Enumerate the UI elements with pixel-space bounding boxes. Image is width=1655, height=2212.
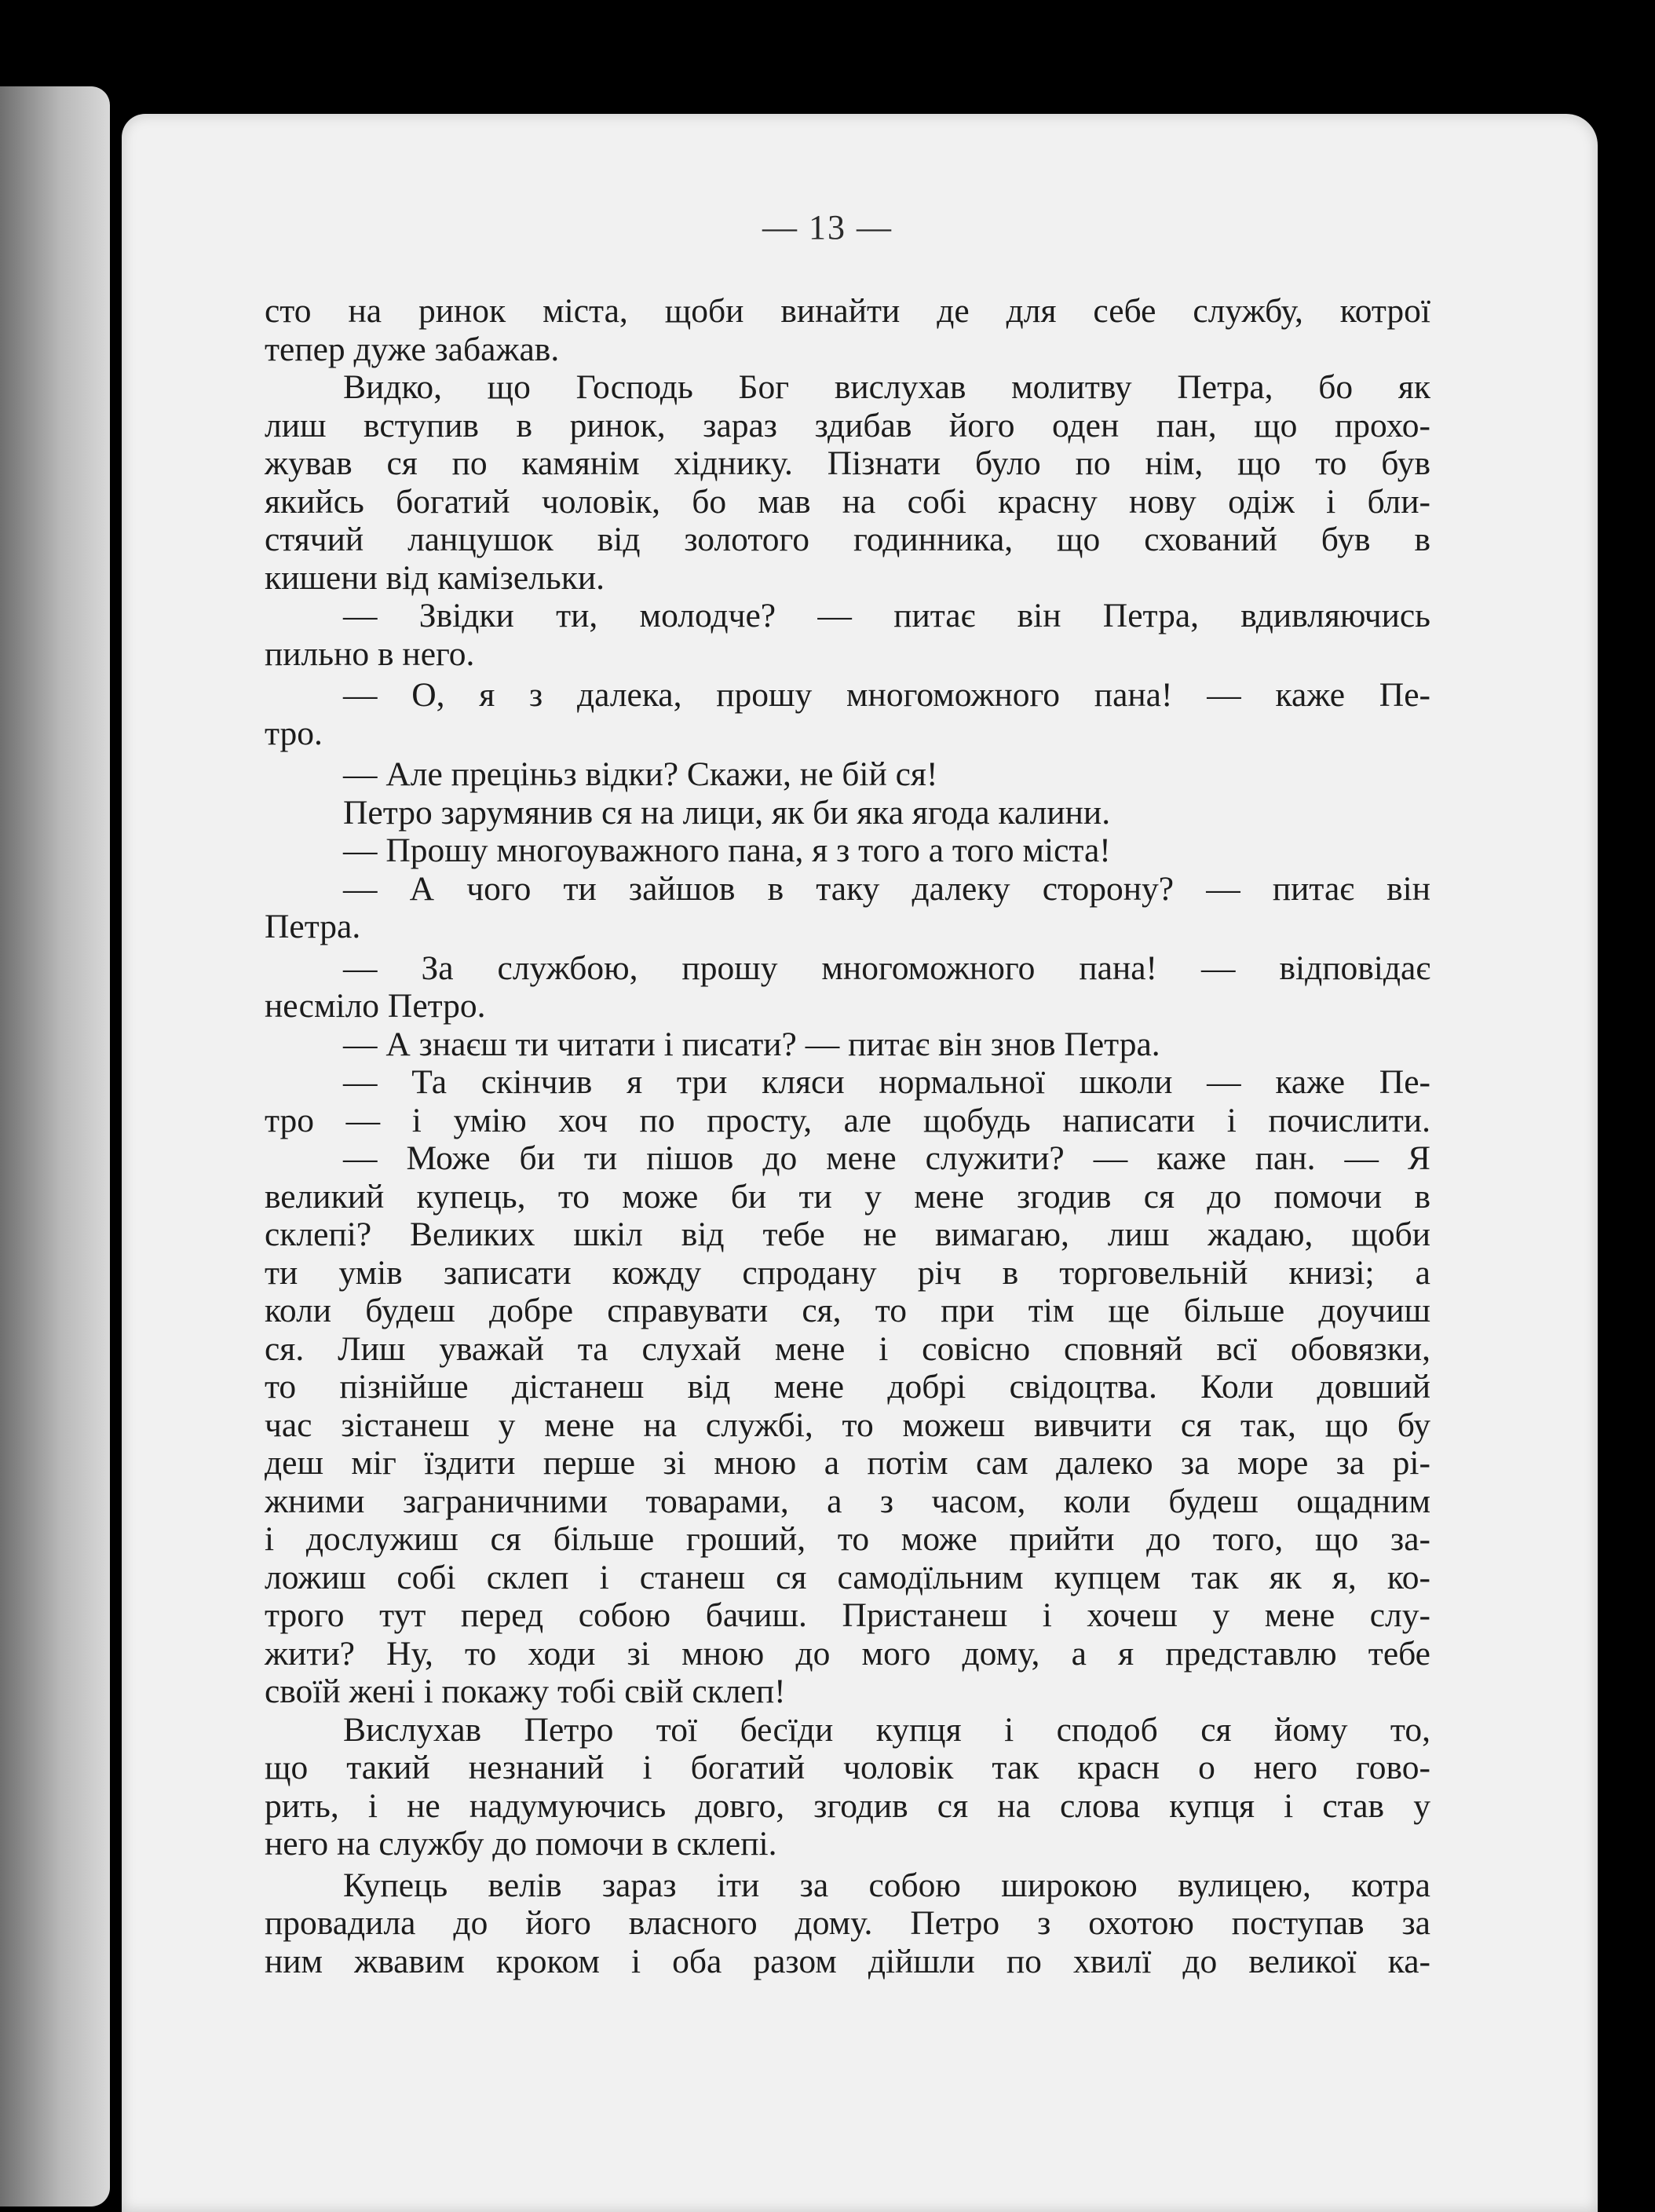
text-line: стячий ланцушок від золотого годинника, що схований був в [265,521,1430,558]
text-line: Вислухав Петро тої бесїди купця і сподоб ся йому то, [343,1710,1430,1749]
text-line: несміло Петро. [265,987,486,1025]
text-line: жував ся по камянім хіднику. Пізнати було по нім, що то був [265,444,1430,482]
text-line: — Прошу многоуважного пана, я з того а того міста! [343,832,1111,869]
page-number: — 13 — [762,208,893,247]
text-line: сто на ринок міста, щоби винайти де для себе службу, котрої [265,292,1430,330]
text-line: — Але преціньз відки? Скажи, не бій ся! [343,755,938,793]
text-line: ним жвавим кроком і оба разом дійшли по хвилї до великої ка- [265,1942,1430,1980]
text-line: трого тут перед собою бачиш. Пристанеш і хочеш у мене слу- [265,1596,1430,1634]
text-line: — Може би ти пішов до мене служити? — каже пан. — Я [343,1139,1430,1177]
text-line: жити? Ну, то ходи зі мною до мого дому, а я представлю тебе [265,1634,1430,1673]
text-line: — За службою, прошу многоможного пана! — відповідає [343,949,1430,987]
body-text [265,292,1430,1980]
text-line: пильно в него. [265,634,475,673]
text-line: — Звідки ти, молодче? — питає він Петра, вдивляючись [343,597,1430,634]
text-line: своїй жені і покажу тобі свій склеп! [265,1673,786,1710]
text-line: Видко, що Господь Бог вислухав молитву Петра, бо як [343,368,1430,406]
text-line: і дослужиш ся більше гроший, то може прийти до того, що за- [265,1520,1430,1558]
text-line: коли будеш добре справувати ся, то при тім ще більше доучиш [265,1292,1430,1329]
text-line: Купець велів зараз іти за собою широкою вулицею, котра [343,1866,1430,1904]
text-line: — А чого ти зайшов в таку далеку сторону? — питає він [343,869,1430,908]
text-line: ся. Лиш уважай та слухай мене і совісно сповняй всї обовязки, [265,1329,1430,1368]
text-line: то пізнійше дістанеш від мене добрі свідоцтва. Коли довший [265,1368,1430,1406]
text-line: — А знаєш ти читати і писати? — питає він знов Петра. [343,1025,1160,1063]
text-line: ти умів записати кожду спродану річ в торговельній книзі; а [265,1253,1430,1292]
previous-page-edge [0,86,110,2207]
text-line: провадила до його власного дому. Петро з охотою поступав за [265,1904,1430,1942]
text-line: великий купець, то може би ти у мене згодив ся до помочи в [265,1177,1430,1216]
text-line: ложиш собі склеп і станеш ся самодїльним купцем так як я, ко- [265,1558,1430,1596]
text-line: деш міг їздити перше зі мною а потім сам далеко за море за рі- [265,1444,1430,1482]
text-line: що такий незнаний і богатий чоловік так красн о него гово- [265,1749,1430,1786]
text-line: кишени від камізельки. [265,558,605,597]
text-line: тро — і умію хоч по просту, але щобудь написати і почислити. [265,1101,1430,1139]
text-line: — Та скінчив я три кляси нормальної школи — каже Пе- [343,1063,1430,1101]
page-shadow [1600,114,1655,2212]
text-line: Петро зарумянив ся на лици, як би яка ягода калини. [343,793,1111,832]
text-line: тро. [265,714,323,752]
text-line: Петра. [265,908,361,945]
text-line: час зістанеш у мене на службі, то можеш вивчити ся так, що бу [265,1406,1430,1444]
text-line: склепі? Великих шкіл від тебе не вимагаю, лиш жадаю, щоби [265,1216,1430,1253]
text-line: — О, я з далека, прошу многоможного пана! — каже Пе- [343,676,1430,714]
text-line: рить, і не надумуючись довго, згодив ся на слова купця і став у [265,1786,1430,1825]
text-line: жними заграничними товарами, а з часом, коли будеш ощадним [265,1482,1430,1520]
text-line: него на службу до помочи в склепі. [265,1825,777,1863]
text-line: лиш вступив в ринок, зараз здибав його оден пан, що прохо- [265,406,1430,444]
text-line: тепер дуже забажав. [265,330,560,368]
text-line: якийсь богатий чоловік, бо мав на собі красну нову одіж і бли- [265,482,1430,521]
